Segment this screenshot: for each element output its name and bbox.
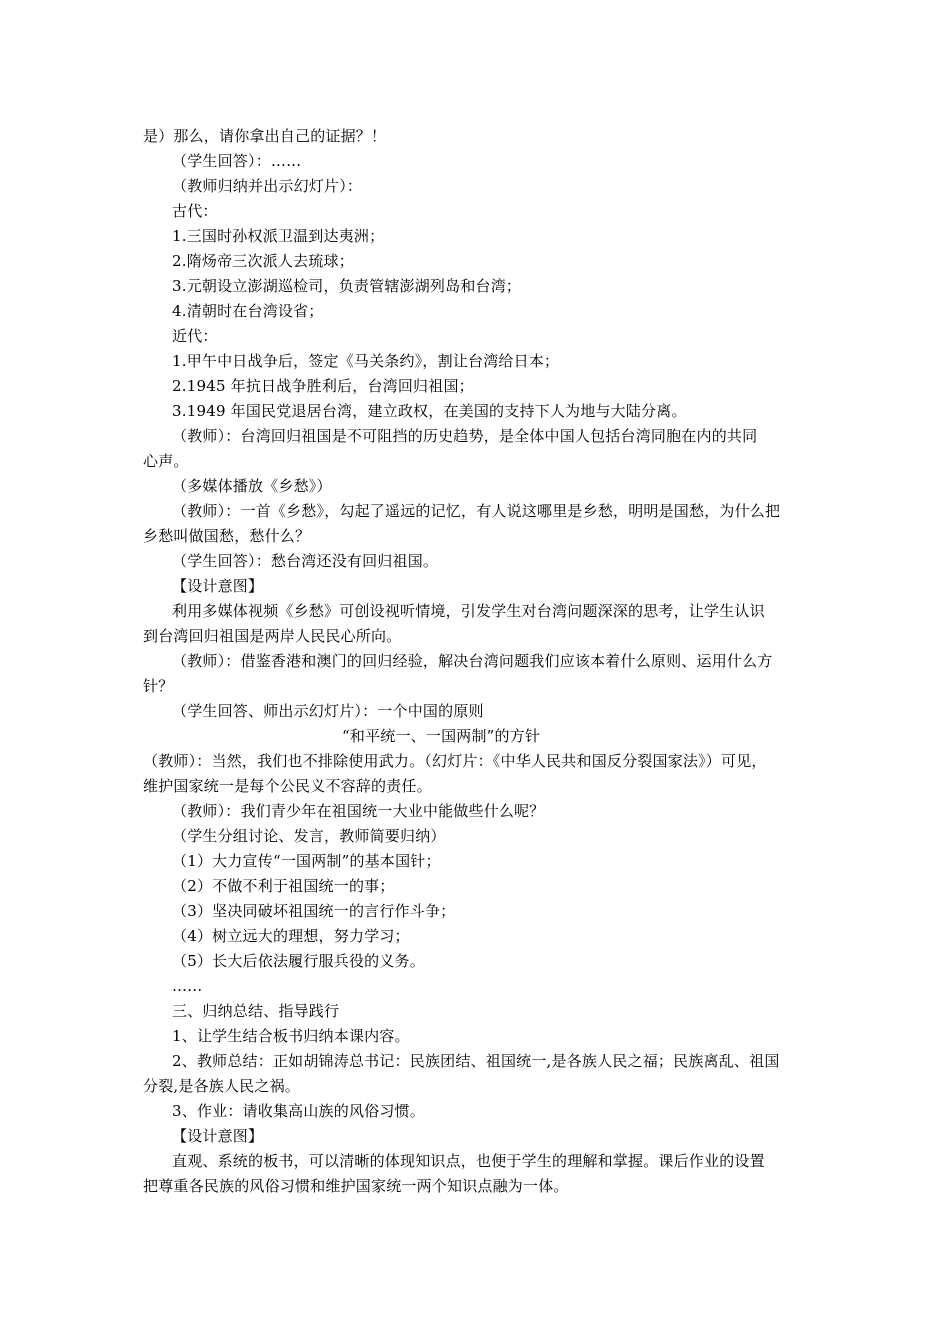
text-line: 2.1945 年抗日战争胜利后，台湾回归祖国； — [172, 377, 474, 395]
text-line: （1）大力宣传“一国两制”的基本国针； — [172, 852, 441, 870]
text-line: （4）树立远大的理想，努力学习； — [172, 927, 410, 945]
text-line: 分裂,是各族人民之祸。 — [143, 1077, 300, 1095]
text-line: （教师）：当然，我们也不排除使用武力。（幻灯片：《中华人民共和国反分裂国家法》）可见， — [143, 752, 767, 770]
text-line: 到台湾回归祖国是两岸人民民心所向。 — [143, 627, 402, 645]
text-line: （教师）：我们青少年在祖国统一大业中能做些什么呢？ — [172, 802, 545, 820]
text-line: “和平统一、一国两制”的方针 — [342, 727, 541, 745]
text-line: 古代： — [172, 202, 218, 220]
text-line: 【设计意图】 — [172, 1127, 264, 1145]
text-line: 3.1949 年国民党退居台湾，建立政权，在美国的支持下人为地与大陆分离。 — [172, 402, 687, 420]
text-line: （教师归纳并出示幻灯片）： — [172, 177, 363, 195]
text-line: （学生回答）：…… — [172, 152, 302, 170]
text-line: 4.清朝时在台湾设省； — [172, 302, 324, 320]
text-line: 利用多媒体视频《乡愁》可创设视听情境，引发学生对台湾问题深深的思考，让学生认识 — [172, 602, 765, 620]
text-line: （3）坚决同破坏祖国统一的言行作斗争； — [172, 902, 456, 920]
text-line: 2、教师总结：正如胡锦涛总书记：民族团结、祖国统一,是各族人民之福；民族离乱、祖国 — [172, 1052, 780, 1070]
text-line: （多媒体播放《乡愁》） — [172, 477, 332, 495]
text-line: 2.隋炀帝三次派人去琉球； — [172, 252, 354, 270]
text-line: 把尊重各民族的风俗习惯和维护国家统一两个知识点融为一体。 — [143, 1177, 569, 1195]
text-line: （教师）：台湾回归祖国是不可阻挡的历史趋势，是全体中国人包括台湾同胞在内的共同 — [172, 427, 758, 445]
text-line: 近代： — [172, 327, 218, 345]
text-line: 1.甲午中日战争后，签定《马关条约》，割让台湾给日本； — [172, 352, 560, 370]
text-line: 3、作业：请收集高山族的风俗习惯。 — [172, 1102, 425, 1120]
text-line: 心声。 — [143, 452, 189, 470]
text-line: （教师）：一首《乡愁》，勾起了遥远的记忆，有人说这哪里是乡愁，明明是国愁，为什么把 — [172, 502, 781, 520]
text-line: 1、让学生结合板书归纳本课内容。 — [172, 1027, 410, 1045]
text-line: 乡愁叫做国愁，愁什么？ — [143, 527, 311, 545]
text-line: 3.元朝设立澎湖巡检司，负责管辖澎湖列岛和台湾； — [172, 277, 522, 295]
text-line: （2）不做不利于祖国统一的事； — [172, 877, 395, 895]
text-line: （5）长大后依法履行服兵役的义务。 — [172, 952, 425, 970]
text-line: 针？ — [143, 677, 174, 695]
text-line: 1.三国时孙权派卫温到达夷洲； — [172, 227, 385, 245]
text-line: …… — [172, 977, 203, 995]
text-line: 【设计意图】 — [172, 577, 264, 595]
text-line: 三、归纳总结、指导践行 — [172, 1002, 340, 1020]
text-line: （学生回答）：愁台湾还没有回归祖国。 — [172, 552, 439, 570]
text-line: （学生分组讨论、发言，教师简要归纳） — [172, 827, 446, 845]
text-line: （学生回答、师出示幻灯片）：一个中国的原则 — [172, 702, 484, 720]
text-line: （教师）：借鉴香港和澳门的回归经验，解决台湾问题我们应该本着什么原则、运用什么方 — [172, 652, 773, 670]
text-line: 维护国家统一是每个公民义不容辞的责任。 — [143, 777, 432, 795]
document-page — [143, 124, 813, 1199]
text-line: 直观、系统的板书，可以清晰的体现知识点，也便于学生的理解和掌握。课后作业的设置 — [172, 1152, 765, 1170]
text-line: 是）那么，请你拿出自己的证据？！ — [143, 127, 387, 145]
